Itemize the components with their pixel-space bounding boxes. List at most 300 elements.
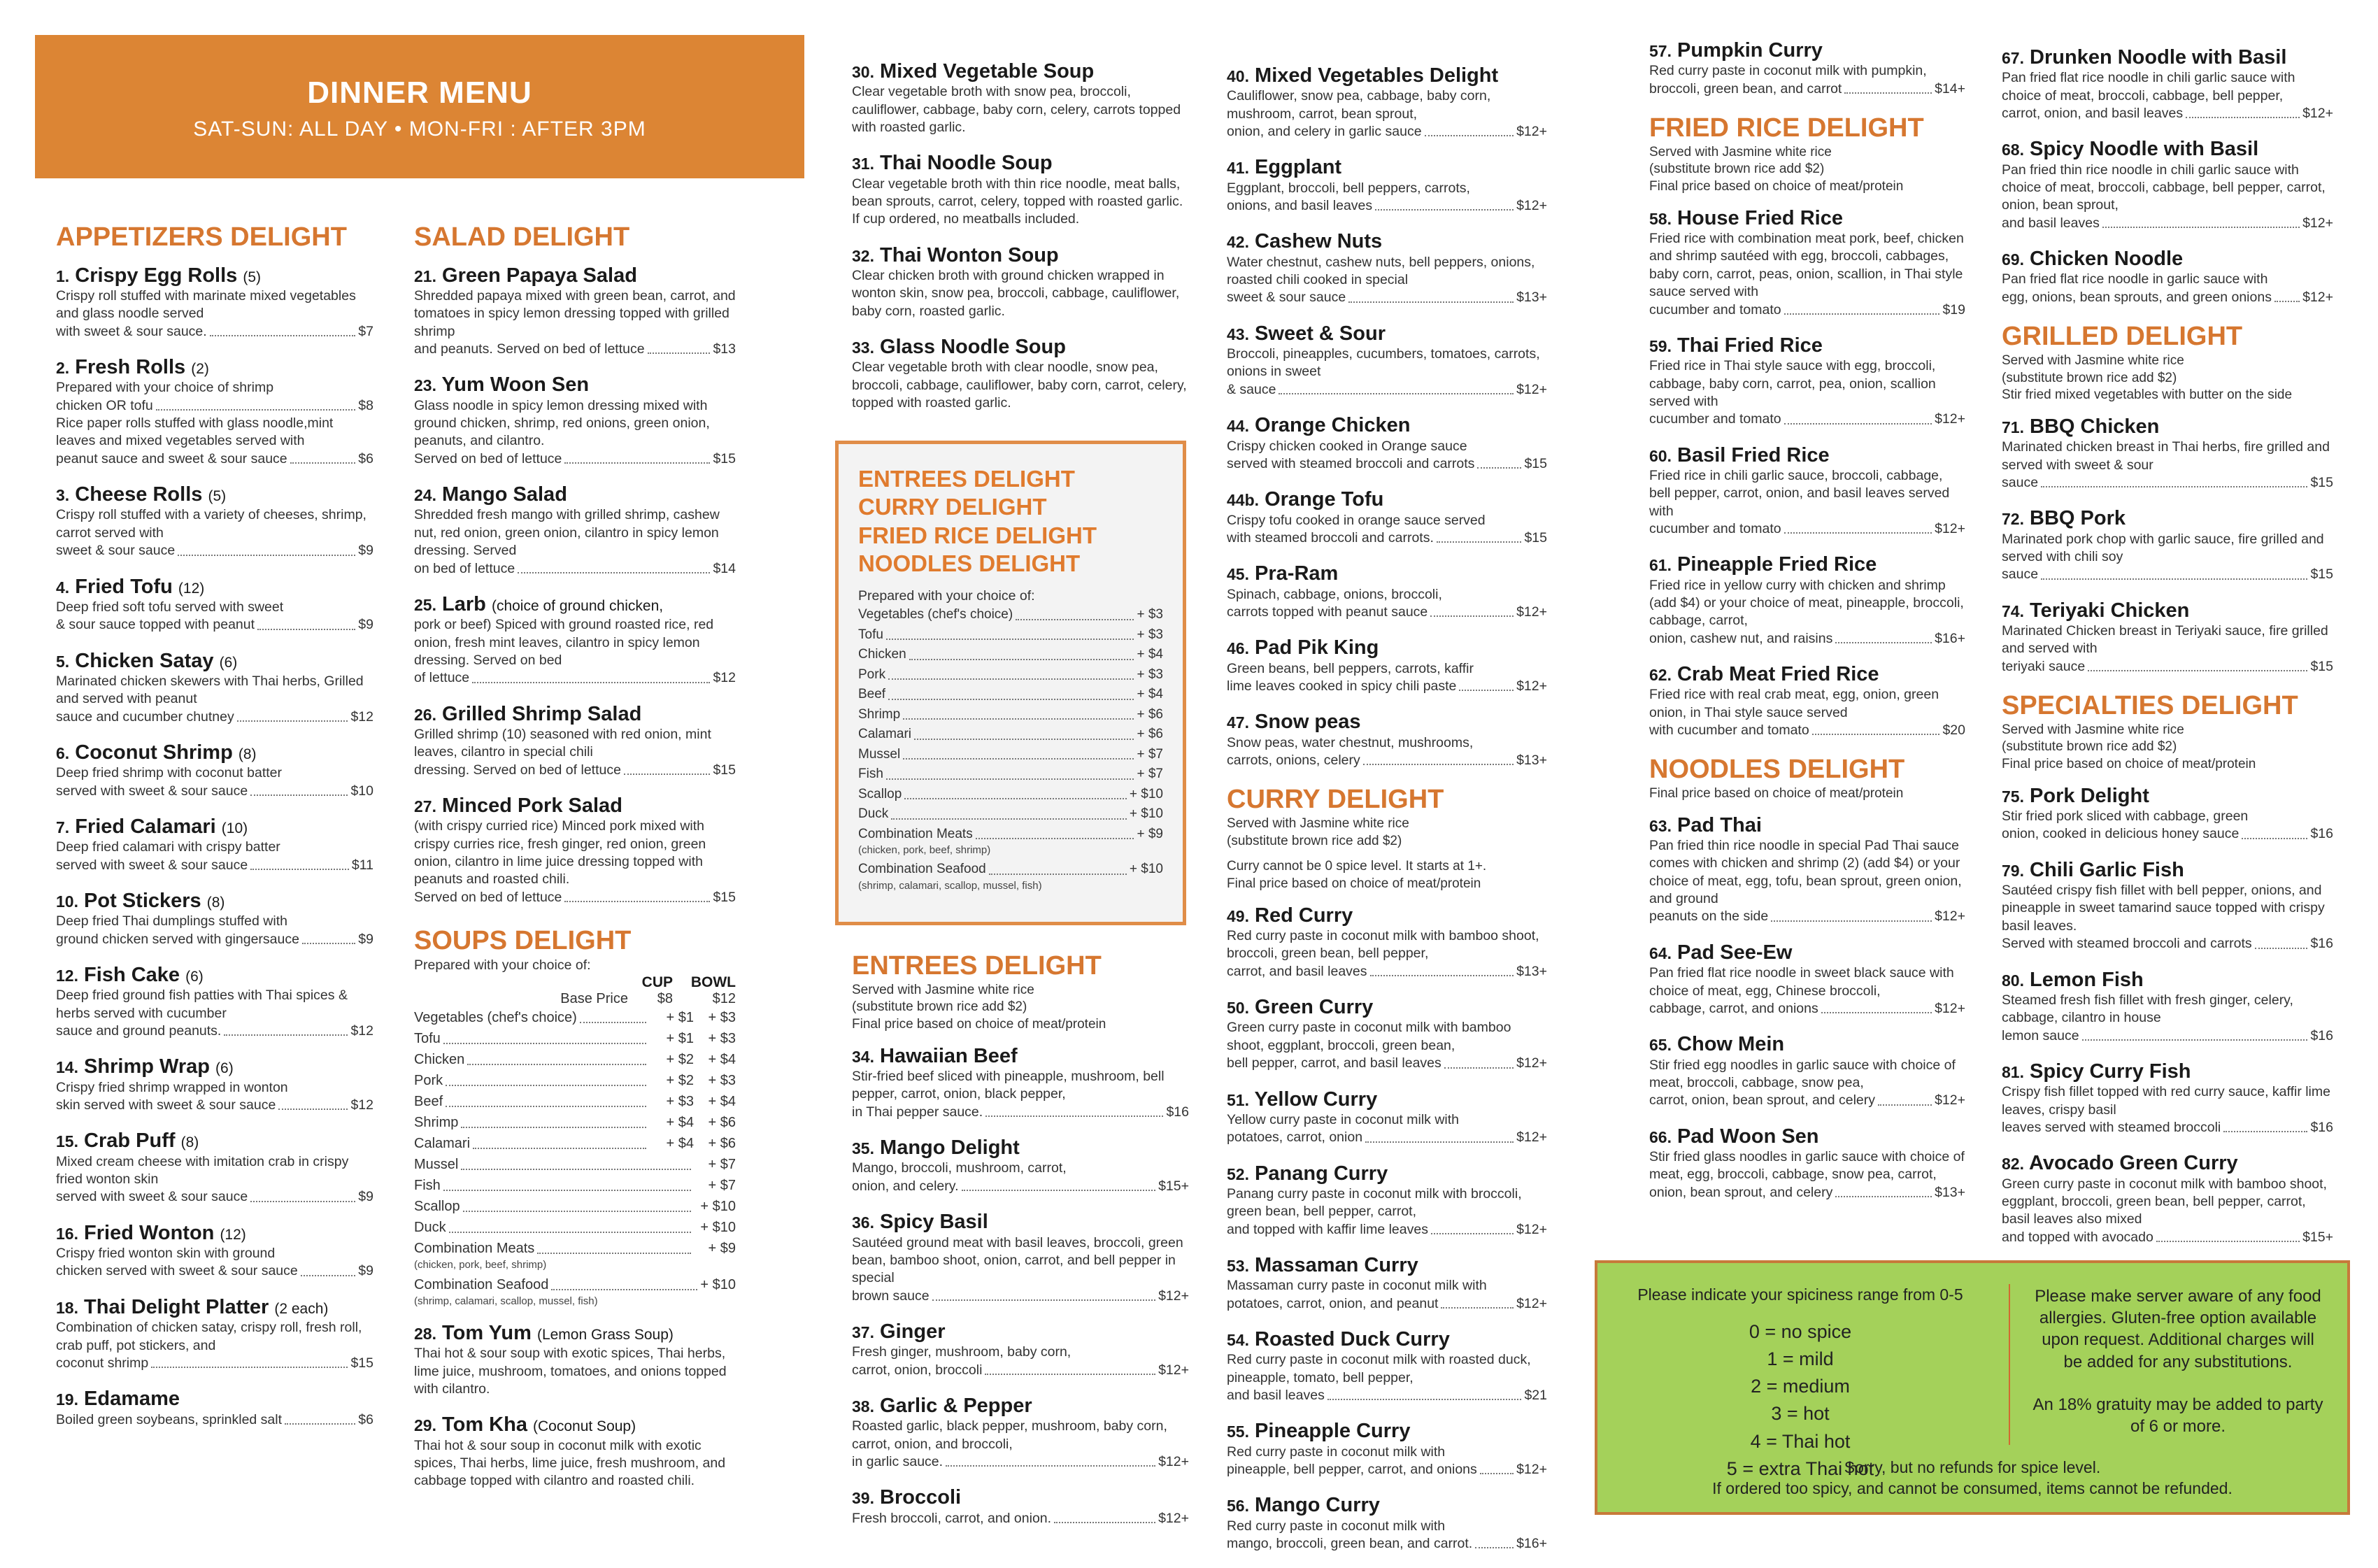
soup-option-label: Beef (414, 1094, 443, 1110)
menu-item-title (2002, 507, 2333, 530)
item-number: 16. (56, 1224, 78, 1243)
item-price: $15+ (1158, 1178, 1189, 1194)
item-name: Cashew Nuts (1255, 230, 1383, 253)
menu-item-title (1227, 711, 1547, 734)
column-entrees (852, 951, 1189, 1543)
menu-item (1227, 636, 1547, 695)
item-name: Thai Delight Platter (84, 1295, 269, 1318)
item-description: Green curry paste in coconut milk with bamboo shoot, eggplant, broccoli, green bean, (1227, 1020, 1511, 1053)
menu-item-title (1227, 1254, 1547, 1277)
item-price-line (2002, 289, 2333, 306)
menu-item (56, 264, 373, 341)
spice-divider (2009, 1284, 2010, 1445)
item-description-end: pineapple, bell pepper, carrot, and onions (1227, 1462, 1477, 1477)
menu-item (414, 264, 736, 359)
item-description-end: cucumber and tomato (1649, 301, 1781, 318)
item-number: 80. (2002, 971, 2024, 990)
choice-option-row (858, 705, 1163, 725)
spice-info-box (1595, 1260, 2350, 1515)
item-qualifier: (2 each) (274, 1300, 329, 1317)
item-description-end: cucumber and tomato (1649, 411, 1781, 427)
column-appetizers (56, 222, 373, 1444)
menu-item-title (1227, 488, 1547, 511)
menu-item-title (56, 1388, 373, 1411)
item-price-line (1227, 752, 1547, 769)
item-price-line (1227, 123, 1547, 141)
column-salads-soups (414, 222, 736, 1506)
item-price: $12+ (1935, 1092, 1965, 1109)
item-description: Clear vegetable broth with thin rice noodle, meat balls, bean sprouts, carrot, celery, topped with roasted garlic. If cup ordered, no meatballs included. (852, 176, 1183, 227)
choice-option-price: + $10 (1129, 786, 1163, 801)
item-description: Crispy roll stuffed with a variety of cheeses, shrimp, carrot served with (56, 507, 366, 541)
item-number: 34. (852, 1047, 874, 1066)
column-soups-entrees (852, 60, 1189, 428)
item-price: $12+ (1516, 124, 1547, 140)
item-qualifier: (6) (215, 1060, 234, 1077)
soup-option-row (414, 1217, 736, 1238)
salad-list (414, 264, 736, 906)
item-price-line (1649, 630, 1965, 648)
item-description: Fresh ginger, mushroom, baby corn, (852, 1344, 1071, 1360)
item-description-end: carrots topped with peanut sauce (1227, 604, 1428, 620)
spice-level: 5 = extra Thai hot (1726, 1457, 1874, 1479)
curry-sub: Served with Jasmine white rice (substitute brown rice add $2) (1227, 816, 1409, 848)
item-price-line (2002, 935, 2333, 953)
choice-option-price: + $4 (1137, 647, 1163, 662)
menu-item-title (852, 60, 1189, 83)
item-description-end: onion, bean sprout, and celery (1649, 1184, 1833, 1200)
item-description: Pan fried flat rice noodle in sweet black sauce with choice of meat, egg, Chinese broccoli, (1649, 965, 1954, 999)
menu-item (852, 1136, 1189, 1195)
menu-item-title (56, 815, 373, 839)
item-description: Spinach, cabbage, onions, broccoli, (1227, 586, 1442, 602)
item-description: Shredded papaya mixed with green bean, carrot, and tomatoes in spicy lemon dressing topped with grilled shrimp (414, 288, 736, 339)
choice-option-label: Vegetables (chef's choice) (858, 607, 1013, 622)
column-rice-noodles (1649, 39, 1965, 1217)
menu-item-title (2002, 138, 2333, 161)
item-name: Snow peas (1255, 711, 1361, 734)
choice-option-price: + $6 (1137, 706, 1163, 722)
item-description-end: Fresh broccoli, carrot, and onion. (852, 1510, 1052, 1526)
menu-item-title (1649, 334, 1965, 357)
menu-item (1227, 1328, 1547, 1404)
choice-option-label: Calamari (858, 727, 912, 742)
item-price: $15+ (2302, 1229, 2333, 1245)
spice-level: 4 = Thai hot (1750, 1430, 1851, 1452)
item-description-end: teriyaki sauce (2002, 658, 2086, 674)
item-description: Marinated Chicken breast in Teriyaki sauce, fire grilled and served with (2002, 622, 2328, 657)
item-description-end: and peanuts. Served on bed of lettuce (414, 341, 645, 357)
item-price-line (2002, 105, 2333, 122)
item-price: $12+ (1516, 1129, 1547, 1146)
item-price: $16 (2310, 936, 2333, 952)
item-description: Broccoli, pineapples, cucumbers, tomatoes, carrots, onions in sweet (1227, 346, 1540, 380)
item-qualifier: (choice of ground chicken, (491, 597, 664, 614)
menu-item-title (2002, 1152, 2333, 1175)
item-description: Stir fried glass noodles in garlic sauce with choice of meat, egg, broccoli, cabbage, snow pea, carrot, (1649, 1148, 1965, 1183)
menu-item-title (2002, 1060, 2333, 1083)
item-description: Crispy chicken cooked in Orange sauce (1227, 438, 1467, 454)
item-description: Green curry paste in coconut milk with bamboo shoot, eggplant, broccoli, green bean, bell pepper, carrot, basil leaves also mixed (2002, 1176, 2327, 1227)
item-number: 53. (1227, 1256, 1249, 1275)
menu-title: DINNER MENU (307, 76, 532, 110)
item-description: Cauliflower, snow pea, cabbage, baby corn, mushroom, carrot, bean sprout, (1227, 88, 1491, 122)
menu-item (1227, 1162, 1547, 1239)
item-number: 28. (414, 1325, 436, 1344)
menu-item-title (56, 650, 373, 673)
item-price-line (56, 1022, 373, 1040)
item-description: Combination of chicken satay, crispy roll, fresh roll, crab puff, pot stickers, and (56, 1320, 362, 1353)
soups-prepared-note: Prepared with your choice of: (414, 957, 591, 973)
item-qualifier: (8) (180, 1134, 199, 1151)
choice-option-price: + $7 (1137, 746, 1163, 762)
curry-list-b (1649, 39, 1965, 98)
item-name: Pad Woon Sen (1677, 1125, 1819, 1148)
item-name: Shrimp Wrap (84, 1055, 210, 1078)
item-price-line (1227, 289, 1547, 306)
menu-item (852, 1320, 1189, 1379)
item-name: Pineapple Curry (1255, 1420, 1411, 1443)
item-price: $7 (358, 323, 373, 339)
item-number: 6. (56, 743, 70, 762)
item-name: Spicy Curry Fish (2030, 1060, 2191, 1083)
menu-item-title (1227, 230, 1547, 253)
item-name: Pad Thai (1677, 813, 1762, 836)
item-qualifier: (10) (221, 820, 248, 836)
item-description-end: onion, cashew nut, and raisins (1649, 630, 1833, 646)
entrees-sub: Served with Jasmine white rice (substitute brown rice add $2) Final price based on choice of meat/protein (852, 982, 1106, 1032)
item-price: $16 (2310, 826, 2333, 842)
menu-item (1649, 553, 1965, 648)
item-description-end: carrot, onion, broccoli (852, 1362, 983, 1378)
menu-item-title (2002, 969, 2333, 992)
fried-rice-sub: Served with Jasmine white rice (substitute brown rice add $2) Final price based on choice of meat/protein (1649, 144, 1904, 194)
menu-item (1227, 996, 1547, 1072)
item-price: $13 (713, 341, 736, 357)
item-description: Crispy fish fillet topped with red curry sauce, kaffir lime leaves, crispy basil (2002, 1084, 2330, 1118)
menu-item (1227, 156, 1547, 215)
menu-item-title (1227, 1088, 1547, 1111)
item-price-line (1227, 197, 1547, 215)
item-price: $12+ (1935, 520, 1965, 536)
item-name: Chicken Satay (75, 649, 214, 672)
item-name: Fried Wonton (84, 1221, 215, 1244)
choice-option-price: + $3 (1137, 667, 1163, 682)
item-name: Chow Mein (1677, 1033, 1785, 1056)
item-description: Red curry paste in coconut milk with bamboo shoot, broccoli, green bean, bell pepper, (1227, 928, 1539, 962)
item-price: $12+ (1516, 1221, 1547, 1237)
spice-level: 0 = no spice (1749, 1321, 1852, 1342)
refund-line-2: If ordered too spicy, and cannot be consumed, items cannot be refunded. (1712, 1478, 2233, 1497)
item-qualifier: (12) (178, 580, 205, 597)
item-description-end: potatoes, carrot, onion (1227, 1129, 1363, 1146)
item-name: Eggplant (1255, 156, 1342, 179)
item-description-end: onions, and basil leaves (1227, 198, 1373, 214)
base-price-bowl: $12 (712, 991, 736, 1007)
soup-option-label: Pork (414, 1073, 443, 1089)
section-title-curry: CURRY DELIGHT (1227, 785, 1444, 815)
menu-item (56, 890, 373, 948)
soup-option-label: Vegetables (chef's choice) (414, 1010, 577, 1026)
item-name: Panang Curry (1255, 1162, 1388, 1185)
item-name: Pumpkin Curry (1677, 39, 1823, 62)
soup-option-cup: + $1 (666, 1031, 694, 1047)
item-price: $12+ (1158, 1453, 1189, 1469)
menu-item (852, 152, 1189, 228)
item-price: $9 (358, 1189, 373, 1205)
soup-base-price (414, 991, 736, 1007)
item-name: Glass Noodle Soup (880, 336, 1066, 359)
menu-item-title (1649, 941, 1965, 964)
item-description-end: Served on bed of lettuce (414, 450, 562, 466)
item-price: $15 (713, 889, 736, 905)
item-price: $12+ (1935, 908, 1965, 925)
item-description-end: with sweet & sour sauce. (56, 323, 207, 339)
item-description: pork or beef) Spiced with ground roasted rice, red onion, fresh mint leaves, cilantro in spicy lemon dressing. Served on bed (414, 617, 714, 668)
item-number: 32. (852, 246, 874, 265)
menu-item (414, 593, 736, 687)
item-price-line (56, 1097, 373, 1114)
menu-item-title (2002, 599, 2333, 622)
choice-option-row (858, 860, 1163, 880)
item-name: Tom Yum (442, 1322, 532, 1345)
item-description: Red curry paste in coconut milk with (1227, 1518, 1446, 1534)
item-number: 58. (1649, 209, 1672, 228)
choice-option-price: + $6 (1137, 727, 1163, 742)
menu-item-title (414, 703, 736, 726)
soup-option-cup: + $1 (666, 1010, 694, 1026)
menu-item (414, 703, 736, 779)
item-name: Massaman Curry (1255, 1253, 1418, 1276)
choice-option-label: Combination Meats (858, 826, 973, 841)
item-price: $14+ (1935, 80, 1965, 97)
menu-item (1227, 1088, 1547, 1147)
item-price: $12+ (1935, 411, 1965, 427)
soup-option-row (414, 1112, 736, 1133)
item-number: 19. (56, 1390, 78, 1409)
choice-option-label: Shrimp (858, 706, 901, 722)
item-description: Pan fried thin rice noodle in special Pad Thai sauce comes with chicken and shrimp (2) (add $4) or your choice of meat, egg, tofu, bean sprout, green onion, and ground (1649, 838, 1962, 907)
combo-seafood-note: (shrimp, calamari, scallop, mussel, fish) (414, 1295, 598, 1308)
curry-note: Curry cannot be 0 spice level. It starts at 1+. Final price based on choice of meat/protein (1227, 859, 1487, 892)
base-price-label: Base Price (560, 991, 628, 1007)
item-price: $12+ (1516, 381, 1547, 397)
section-title-specialties: SPECIALTIES DELIGHT (2002, 691, 2298, 720)
item-number: 18. (56, 1298, 78, 1317)
menu-item-title (56, 1222, 373, 1245)
menu-item-title (1649, 444, 1965, 467)
item-name: Crab Puff (84, 1129, 176, 1153)
item-name: Fresh Rolls (75, 356, 186, 379)
noodle-list-b (2002, 46, 2333, 306)
curry-list-a (1227, 904, 1547, 1553)
item-description: Clear vegetable broth with snow pea, broccoli, cauliflower, cabbage, baby corn, celery, carrots topped with roasted garlic. (852, 84, 1181, 136)
menu-item (56, 483, 373, 560)
item-description-end: chicken OR tofu (56, 397, 153, 413)
item-price-line (56, 450, 373, 468)
menu-item (56, 1129, 373, 1206)
menu-item (1649, 39, 1965, 98)
item-number: 12. (56, 967, 78, 985)
grilled-sub: Served with Jasmine white rice (substitute brown rice add $2) Stir fried mixed vegetables with butter on the side (2002, 352, 2293, 403)
menu-item (1227, 904, 1547, 981)
item-description-end: sauce (2002, 566, 2039, 583)
choice-option-price: + $9 (1137, 826, 1163, 841)
menu-item-title (56, 576, 373, 599)
menu-item-title (1227, 156, 1547, 179)
item-price-line (1227, 963, 1547, 981)
item-description-end: & sour sauce topped with peanut (56, 617, 255, 633)
item-number: 56. (1227, 1497, 1249, 1516)
menu-item (414, 373, 736, 468)
item-price: $6 (358, 1411, 373, 1427)
item-price-line (1227, 1221, 1547, 1239)
item-number: 24. (414, 486, 436, 505)
item-price: $9 (358, 617, 373, 633)
item-description: Snow peas, water chestnut, mushrooms, (1227, 734, 1474, 750)
item-qualifier: (8) (206, 894, 225, 911)
menu-item (56, 1296, 373, 1372)
menu-item-title (56, 741, 373, 764)
item-description: Stir fried egg noodles in garlic sauce with choice of meat, broccoli, cabbage, snow pea, (1649, 1057, 1956, 1090)
menu-item (1227, 414, 1547, 473)
item-description-end: with cucumber and tomato (1649, 722, 1809, 739)
item-description: Crispy roll stuffed with marinate mixed vegetables and glass noodle served (56, 288, 356, 322)
menu-item (56, 1388, 373, 1429)
menu-item (414, 1322, 736, 1398)
item-description-end: in garlic sauce. (852, 1453, 944, 1469)
soup-option-row (414, 1049, 736, 1070)
soup-option-row (414, 1274, 736, 1295)
fried-rice-list (1649, 207, 1965, 740)
allergy-note: Please make server aware of any food allergies. Gluten-free option available upon request. Additional charges will be added for any substitutions. (2035, 1287, 2321, 1371)
item-description-end: with steamed broccoli and carrots. (1227, 529, 1434, 546)
item-description-end: sauce and ground peanuts. (56, 1023, 222, 1039)
choice-option-row (858, 764, 1163, 785)
item-number: 63. (1649, 816, 1672, 835)
menu-item-title (1649, 1033, 1965, 1056)
item-price: $16 (2310, 1027, 2333, 1043)
item-price: $16 (2310, 1119, 2333, 1135)
item-qualifier: (12) (220, 1226, 246, 1243)
item-description-end: Served with steamed broccoli and carrots (2002, 936, 2252, 952)
item-number: 1. (56, 266, 70, 285)
item-name: Hawaiian Beef (880, 1044, 1018, 1067)
menu-banner (35, 35, 804, 178)
item-price-line (1227, 1295, 1547, 1313)
item-name: Mango Delight (880, 1136, 1020, 1160)
item-name: Fried Tofu (75, 575, 173, 598)
item-price: $16+ (1516, 1536, 1547, 1552)
item-price-line (1649, 301, 1965, 319)
menu-item-title (56, 890, 373, 913)
item-description: Deep fried ground fish patties with Thai spices & herbs served with cucumber (56, 988, 348, 1021)
item-description: Stir fried pork sliced with cabbage, green (2002, 808, 2249, 825)
item-description: (with crispy curried rice) Minced pork mixed with crispy curries rice, fresh ginger, red onion, green onion, cilantro in lime juice dressing topped with peanuts and roasted chili. (414, 818, 706, 888)
item-description-end: carrots, onions, celery (1227, 752, 1360, 768)
menu-item (852, 244, 1189, 320)
item-number: 2. (56, 359, 70, 378)
menu-item (56, 1055, 373, 1114)
menu-item (1227, 230, 1547, 306)
item-description: Glass noodle in spicy lemon dressing mixed with ground chicken, shrimp, red onions, green onion, peanuts, and cilantro. (414, 397, 710, 449)
menu-item-title (1227, 1420, 1547, 1443)
section-title-entrees: ENTREES DELIGHT (852, 951, 1102, 981)
menu-item-title (1227, 322, 1547, 345)
item-name: Avocado Green Curry (2028, 1152, 2238, 1175)
item-price: $16+ (1935, 630, 1965, 646)
item-price: $10 (350, 783, 373, 799)
choice-option-price: + $7 (1137, 767, 1163, 782)
menu-item-title (1227, 996, 1547, 1019)
menu-item (1649, 444, 1965, 539)
menu-item-title (414, 593, 736, 616)
bowl-header: BOWL (690, 974, 736, 991)
item-description-end: sweet & sour sauce (1227, 290, 1346, 306)
menu-item-title (414, 373, 736, 397)
soup-option-bowl: + $4 (708, 1052, 736, 1068)
item-price: $12+ (1516, 678, 1547, 694)
item-name: Drunken Noodle with Basil (2030, 46, 2287, 69)
item-name: Crispy Egg Rolls (75, 264, 238, 287)
menu-item (1227, 488, 1547, 547)
item-price: $15 (1524, 455, 1547, 471)
item-description: Mixed cream cheese with imitation crab in crispy fried wonton skin (56, 1153, 349, 1188)
menu-item-title (1227, 64, 1547, 87)
menu-item (2002, 969, 2333, 1045)
choice-option-price: + $4 (1137, 687, 1163, 702)
menu-item-title (414, 1413, 736, 1437)
item-number: 67. (2002, 49, 2024, 67)
menu-item (1649, 334, 1965, 429)
soup-option-bowl: + $6 (708, 1136, 736, 1152)
item-description: Fried rice in Thai style sauce with egg, broccoli, cabbage, baby corn, carrot, pea, onion, scallion served with (1649, 358, 1936, 409)
item-name: House Fried Rice (1677, 206, 1843, 229)
item-name: Basil Fried Rice (1677, 443, 1830, 466)
item-number: 47. (1227, 713, 1249, 732)
item-number: 46. (1227, 639, 1249, 658)
soup-option-row (414, 1028, 736, 1049)
item-description-end: cabbage, carrot, and onions (1649, 1000, 1818, 1016)
soup-option-bowl: + $7 (708, 1178, 736, 1194)
item-price: $12+ (1516, 1055, 1547, 1071)
choice-option-price: + $3 (1137, 607, 1163, 622)
menu-item (1227, 1494, 1547, 1553)
menu-item (852, 1395, 1189, 1471)
item-description: Red curry paste in coconut milk with (1227, 1444, 1446, 1460)
menu-item-title (1649, 1125, 1965, 1148)
item-number: 39. (852, 1489, 874, 1508)
soup-option-label: Chicken (414, 1052, 465, 1068)
item-price-line (2002, 1119, 2333, 1136)
item-description: Fried rice with combination meat pork, beef, chicken and shrimp sautéed with egg, broccoli, cabbages, baby corn, carrot, peas, onion, scallion, in Thai style sauce served with (1649, 231, 1964, 300)
item-description-end: onion, and celery. (852, 1178, 959, 1194)
soup-option-label: Combination Seafood (414, 1277, 549, 1293)
soup-list-a (414, 1322, 736, 1490)
item-price: $12+ (1158, 1510, 1189, 1526)
choice-box-heading: CURRY DELIGHT (858, 494, 1047, 520)
item-price-line (2002, 474, 2333, 492)
choice-option-row (858, 645, 1163, 665)
menu-item (852, 1045, 1189, 1121)
menu-item (2002, 415, 2333, 492)
soup-option-bowl: + $9 (708, 1241, 736, 1257)
item-number: 44. (1227, 417, 1249, 436)
combo-meats-note: (chicken, pork, beef, shrimp) (414, 1259, 547, 1271)
menu-hours: SAT-SUN: ALL DAY • MON-FRI : AFTER 3PM (193, 117, 646, 141)
item-price: $12+ (1516, 198, 1547, 214)
soup-option-row (414, 1196, 736, 1217)
